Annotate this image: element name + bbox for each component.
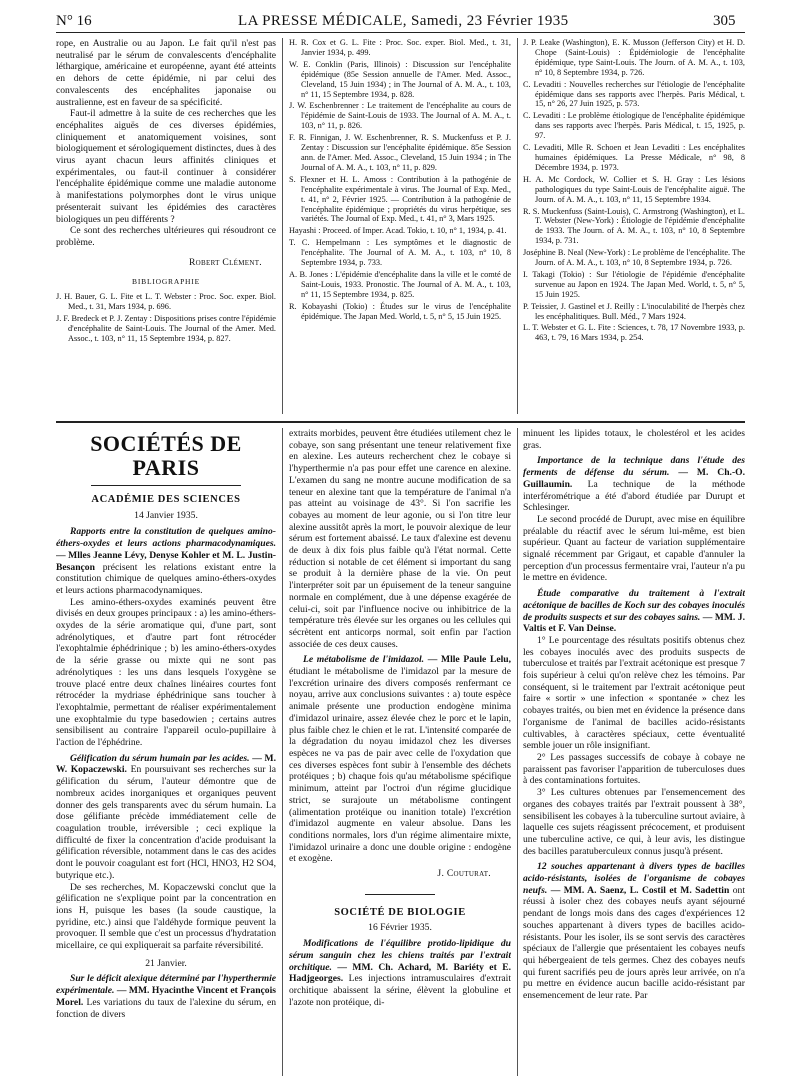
- article-paragraph: rope, en Australie ou au Japon. Le fait qu'il n'est pas neutralisé par le sérum de convalescents d'encéphalite léthargique, américaine et européenne, ayant été atteints en dehors de cette épidémie, ni par celui des convalescents des encéphalites japonaise ou australienne, est en faveur de sa spécificité.: [56, 38, 276, 108]
- page-number: 305: [713, 13, 736, 29]
- bibliography-entry: H. A. Mc Cordock, W. Collier et S. H. Gray : Les lésions pathologiques du type Saint-Louis de l'encéphalite aiguë. The Journ. of A. M. A., t. 103, n° 11, 15 Septembre 1934.: [523, 174, 745, 204]
- article-title: Le métabolisme de l'imidazol.: [303, 654, 425, 666]
- top-column-2: [289, 38, 511, 418]
- top-column-3: [523, 38, 745, 418]
- column-rule: [282, 38, 283, 414]
- article-paragraph: Les amino-éthers-oxydes examinés peuvent être divisés en deux groupes principaux : a) les amino-éthers-oxydes de la série aromatique qui, d'une part, sont adrénolytiques, et d'autre part font rétrocéder l'exophtalmie éphédrinique ; b) les amino-éthers-oxydes de la série grasse ou mixte qui ne sont pas adrénolytiques : les uns dans lesquels l'oxygène se trouve placé entre deux chaînes linéaires courtes font rétrocéder la mydriase éphédrinique sans toucher à l'exophtalmie, permettant de réaliser expérimentalement une exophtalmie du type basedowien ; certains autres sensibilisent au contraire l'appareil oculo-pupillaire à l'action de l'éphédrine.: [56, 596, 276, 749]
- header-rule: [56, 32, 745, 33]
- bibliography-entry: C. Levaditi, Mlle R. Schoen et Jean Levaditi : Les encéphalites humaines épidémiques. La Presse Médicale, n° 98, 8 Décembre 1934, p. 1973.: [523, 143, 745, 172]
- session-date: 16 Février 1935.: [368, 922, 432, 934]
- bibliography-entry: R. Kobayashi (Tokio) : Études sur le virus de l'encéphalite épidémique. The Japan Med. World, t. 5, n° 5, 15 Juin 1925.: [289, 301, 511, 321]
- column-rule: [282, 428, 283, 1076]
- running-header: [0, 0, 800, 30]
- author-signature: J. Couturat.: [437, 868, 491, 880]
- title-underline: [91, 485, 241, 486]
- bibliography-entry: S. Flexner et H. L. Amoss : Contribution à la pathogénie de l'encéphalite expérimentale à virus. The Journal of Exp. Med., t. 41, n° 2, Février 1925. — Contribution à la pathogénie de l'encéphalite épidémique ; propriétés du virus herpétique, ses variétés. The Journal of Exp. Med., t. 41, n° 3, Mars 1925.: [289, 174, 511, 224]
- article-authors: — MM. Hyacinthe Vincent et François Morel.: [56, 985, 276, 1008]
- author-signature: Robert Clément.: [188, 256, 262, 268]
- article-title: Sur le déficit alexique déterminé par l'hyperthermie expérimentale.: [56, 973, 276, 997]
- article-paragraph: 1° Le pourcentage des résultats positifs obtenus chez les cobayes inoculés avec des produits suspects de tuberculose et traités par l'extrait acétonique est presque 7 fois supérieur à celui qu'on relève chez les témoins. Par conséquent, si le traitement par l'extrait acétonique peut faire « sortir » une infection « spontanée » chez les cobayes traités, ou bien met en évidence la présence dans l'organisme de l'animal de bacilles acido-résistants cultivables, à caractères spéciaux, cette éventualité semble jouer un rôle insignifiant.: [523, 634, 745, 752]
- section-divider: [56, 421, 745, 423]
- bottom-column-1: [56, 428, 276, 1078]
- journal-title: LA PRESSE MÉDICALE, Samedi, 23 Février 1935: [238, 13, 569, 29]
- article-text: Les injections intramusculaires d'extrait orchitique abaissent la sérine, élèvent la globuline et l'azote non protéique, di-: [289, 973, 511, 1008]
- bibliography-list: [56, 292, 276, 344]
- society-heading: ACADÉMIE DES SCIENCES: [91, 494, 241, 505]
- column-rule: [517, 38, 518, 414]
- article-authors: — MM. A. Saenz, L. Costil et M. Sadettin: [550, 884, 730, 896]
- bibliography-entry: A. B. Jones : L'épidémie d'encéphalite dans la ville et le comté de Saint-Louis, 1933. Pronostic. The Journal of A. M. A., t. 103, n° 11, 15 Septembre 1934, p. 825.: [289, 269, 511, 299]
- society-heading: SOCIÉTÉ DE BIOLOGIE: [334, 906, 466, 918]
- column-rule: [517, 428, 518, 1076]
- bibliography-entry: C. Levaditi : Le problème étiologique de l'encéphalite épidémique dans ses rapports avec l'herpès. Paris Médical, t. 15, 1925, p. 97.: [523, 111, 745, 141]
- article-paragraph: Le second procédé de Durupt, avec mise en équilibre préalable du réactif avec le sérum lui-même, est bien supérieur. Quant au facteur de variation supplémentaire signalé récemment par Grigaut, et capable d'annuler la perception d'un processus fermentaire vrai, l'auteur n'a pu le mettre en évidence.: [523, 513, 745, 584]
- bibliography-entry: P. Teissier, J. Gastinel et J. Reilly : L'inoculabilité de l'herpès chez les encéphalitiques. Bull. Méd., 7 Mars 1924.: [523, 301, 745, 321]
- article-title: Étude comparative du traitement à l'extrait acétonique de bacilles de Koch sur des cobayes inoculés de produits suspects et sur des cobayes sains.: [523, 588, 745, 623]
- article-authors: — Mlle Paule Lelu,: [427, 654, 511, 666]
- article-text: La technique de la méthode interférométrique a été d'abord étudiée par Durupt et Schlesinger.: [523, 478, 745, 514]
- bibliography-entry: J. H. Bauer, G. L. Fite et L. T. Webster : Proc. Soc. exper. Biol. Med., t. 31, Mars 1934, p. 696.: [56, 292, 276, 311]
- bibliography-entry: C. Levaditi : Nouvelles recherches sur l'étiologie de l'encéphalite épidémique dans ses rapports avec l'herpès. Paris Médical, t. 15, n° 26, 27 Juin 1925, p. 573.: [523, 79, 745, 109]
- article-title: Importance de la technique dans l'étude des ferments de défense du sérum.: [523, 455, 745, 479]
- article-paragraph: extraits morbides, peuvent être étudiées utilement chez le cobaye, son sang présentant une teneur relativement fixe en alexine. Les auteurs recherchent chez le cobaye si l'hyperthermie n'a pas pour effet une carence en alexine. L'examen du sang ne montre aucune modification de sa teneur en alexine tant que la température de l'animal n'a pas atteint au voisinage de 43°. Si l'on sacrifie les cobayes au moment de leur agonie, ou si l'on titre leur alexine aussitôt après la mort, le pouvoir alexique de leur sérum est fortement abaissé. Le taux d'alexine est devenu de deux à dix fois plus faible qu'à l'état normal. Cette réduction si notable de cet élément si important du sang se produit à la dernière phase de la vie. On peut l'interpréter soit par un épuisement de la teneur sanguine normale en complément, due à une dépense exagérée de celui-ci, soit par l'influence nocive ou inhibitrice de la température très élevée sur les organes ou les cellules qui sécrètent ent anticorps normal, soit enfin par l'action associée de ces deux causes.: [289, 428, 511, 650]
- article-authors: — MM. Ch. Achard, M. Bariéty et E. Hadjgeorges.: [289, 961, 511, 985]
- article-title: Modifications de l'équilibre protido-lipidique du sérum sanguin chez les chiens traités par l'extrait orchitique.: [289, 938, 511, 973]
- bibliography-entry: I. Takagi (Tokio) : Sur l'étiologie de l'épidémie d'encéphalite survenue au Japon en 1924. The Japan Med. World, t. 5, n° 5, 15 Juin 1925.: [523, 269, 745, 299]
- bibliography-entry: W. E. Conklin (Paris, Illinois) : Discussion sur l'encéphalite épidémique (85e Session annuelle de l'Amer. Med. Assoc., Cleveland, 15 Juin 1934) ; in The Journal of A. M. A., t. 103, n° 11, 15 Septembre 1934, p. 828.: [289, 59, 511, 99]
- bibliography-entry: T. C. Hempelmann : Les symptômes et le diagnostic de l'encéphalite. The Journal of A. M. A., t. 103, n° 10, 8 Septembre 1934, p. 733.: [289, 238, 511, 268]
- bottom-column-2: [289, 428, 511, 1078]
- article-paragraph: 2° Les passages successifs de cobaye à cobaye ne paraissent pas favoriser l'apparition de tuberculoses dues à des contaminations fortuites.: [523, 751, 745, 787]
- article-authors: — Mlles Jeanne Lévy, Denyse Kohler et M. L. Justin-Besançon: [56, 549, 276, 573]
- top-column-1: [56, 38, 276, 416]
- bibliography-entry: F. R. Finnigan, J. W. Eschenbrenner, R. S. Muckenfuss et P. J. Zentay : Discussion sur l'encéphalite épidémique. 85e Session ann. de l'Amer. Med. Assoc., Cleveland, 15 Juin 1934 ; in The Journal of A. M. A., t. 103, n° 11, p. 829.: [289, 133, 511, 172]
- article-text: ont réussi à isoler chez des cobayes neufs ayant séjourné pendant de longs mois dans des cages d'expériences 12 souches appartenant à divers types de bacilles acido-résistants. Pour les isoler, ils se sont servis des caractères spéciaux de l'allergie que présentaient les cobayes neufs qui hébergeaient de tels germes. Chez des cobayes neufs qui furent sacrifiés peu de jours après leur arrivée, on n'a pu mettre en évidence aucun bacille acido-résistant par ensemencement de leur rate. Par: [523, 884, 745, 1002]
- bibliography-entry: H. R. Cox et G. L. Fite : Proc. Soc. exper. Biol. Med., t. 31, Janvier 1934, p. 499.: [289, 38, 511, 57]
- article-paragraph: 3° Les cultures obtenues par l'ensemencement des organes des cobayes traités par l'extrait poussent à 38°, sensibilisent les cobayes à la tuberculine surtout aviaire, à laquelle ces sujets réagissent précocement, et produisent une tuberculine active, ce qui, à leur avis, les distingue des bacilles paratuberculeux connus jusqu'à présent.: [523, 787, 745, 857]
- article-authors: — M. W. Kopaczewski.: [56, 752, 276, 776]
- session-date: 14 Janvier 1935.: [134, 509, 198, 521]
- article-authors: — MM. J. Valtis et F. Van Deinse.: [523, 611, 745, 635]
- issue-number: N° 16: [56, 13, 92, 29]
- article-text: En poursuivant ses recherches sur la gélification du sérum, l'auteur démontre que de nombreux acides inorganiques et organiques peuvent donner des gels transparents avec du sérum humain. La dose gélifiante précède immédiatement celle de coagulation trouble, irréversible ; ceci explique la difficulté de fixer la concentration d'acide produisant la gélification réversible, notamment dans le cas des acides dont le pouvoir coagulant est fort (HCl, HNO3, H2 SO4, butyrique etc.).: [56, 764, 276, 881]
- session-date: 21 Janvier.: [145, 957, 187, 969]
- bibliography-entry: J. F. Bredeck et P. J. Zentay : Dispositions prises contre l'épidémie d'encéphalite de Saint-Louis. The Journal of the Amer. Med. Assoc., t. 103, n° 11, 15 Septembre 1934, p. 827.: [56, 313, 276, 343]
- article-title: Gélification du sérum humain par les acides.: [70, 752, 250, 764]
- article-title: Rapports entre la constitution de quelques amino-éthers-oxydes et leurs actions pharmacodynamiques.: [56, 526, 276, 550]
- article-paragraph: Ce sont des recherches ultérieures qui résoudront ce problème.: [56, 225, 276, 248]
- bibliography-entry: R. S. Muckenfuss (Saint-Louis), C. Armstrong (Washington), et L. T. Webster (New-York) : Étiologie de l'épidémie d'encéphalite de 1933. The Journ. of A. M. A., t. 103, n° 10, 8 Septembre 1934, p. 731.: [523, 206, 745, 246]
- bibliography-entry: J. W. Eschenbrenner : Le traitement de l'encéphalite au cours de l'épidémie de Saint-Louis de 1933. The Journal of A. M. A., t. 103, n° 11, p. 826.: [289, 101, 511, 131]
- section-title: SOCIÉTÉS DE PARIS: [90, 431, 242, 480]
- article-paragraph: Faut-il admettre à la suite de ces recherches que les encéphalites aiguës de ces diverses épidémies, cliniquement et anatomiquement voisines, sont biologiquement et sérologiquement distinctes, dues à des virus ayant chacun leurs affinités cliniques et expérimentales, ou faut-il continuer à considérer l'encéphalite épidémique comme une maladie autonome à manifestations polymorphes dont le virus unique présenterait suivant les épidémies des caractères biologiques un peu différents ?: [56, 108, 276, 225]
- article-paragraph: De ses recherches, M. Kopaczewski conclut que la gélification ne s'explique point par la concentration en ions H, puisque les bases (la soude caustique, la pyridine, etc.) ainsi que l'aldéhyde formique peuvent la provoquer. Il semble que c'est un processus d'hydratation micellaire, ce qui expliquerait sa parfaite réversibilité.: [56, 881, 276, 952]
- article-text: étudiant le métabolisme de l'imidazol par la mesure de l'excrétion urinaire des divers composés renfermant ce noyau, arrive aux conclusions suivantes : a) toute espèce animale présente une production endogène minima d'imidazol urinaire, assez élevée chez le porc et le lapin, plus faible chez le chien et le rat. L'intensité comparée de la dégradation du noyau imidazol chez les diverses espèces ne va pas de pair avec celle de l'oxydation que ces diverses espèces font subir à l'ensemble des déchets protéiques ; b) chaque fois qu'au métabolisme spécifique minimum, atteint par l'octroi d'un régime glucidique strict, se surajoute un métabolisme contingent (alimentation protéique ou inanition totale) l'excrétion d'imidazol augmente en valeur absolue. Dans les conditions normales, lors d'un régime alimentaire mixte, l'imidazol urinaire a donc une double origine : endogène et exogène.: [289, 666, 511, 865]
- bibliography-entry: Hayashi : Proceed. of Imper. Acad. Tokio, t. 10, n° 1, 1934, p. 41.: [289, 226, 507, 236]
- bibliography-entry: L. T. Webster et G. L. Fite : Sciences, t. 78, 17 Novembre 1933, p. 463, t. 79, 16 Mars 1934, p. 254.: [523, 323, 745, 343]
- article-text: précisent les relations existant entre la constitution chimique de quelques amino-éthers-oxydes et leurs actions pharmacodynamiques.: [56, 561, 276, 596]
- bibliography-entry: J. P. Leake (Washington), E. K. Musson (Jefferson City) et H. D. Chope (Saint-Louis) : Épidémiologie de l'encéphalite épidémique, type Saint-Louis. The Journ. of A. M. A., t. 103, n° 10, 8 Septembre 1934, p. 726.: [523, 38, 745, 77]
- article-authors: — M. Ch.-O. Guillaumin.: [523, 467, 745, 490]
- bottom-column-3: [523, 428, 745, 1078]
- separator-rule: [365, 894, 435, 895]
- article-text: Les variations du taux de l'alexine du sérum, en fonction de divers: [56, 996, 276, 1020]
- bibliography-heading: BIBLIOGRAPHIE: [132, 277, 200, 287]
- bibliography-entry: Joséphine B. Neal (New-York) : Le problème de l'encéphalite. The Journ. of A. M. A., t. 103, n° 10, 8 Septembre 1934, p. 726.: [523, 248, 745, 268]
- article-title: 12 souches appartenant à divers types de bacilles acido-résistants, isolées de l'organisme de cobayes neufs.: [523, 861, 745, 896]
- article-paragraph: minuent les lipides totaux, le cholestérol et les acides gras.: [523, 428, 745, 451]
